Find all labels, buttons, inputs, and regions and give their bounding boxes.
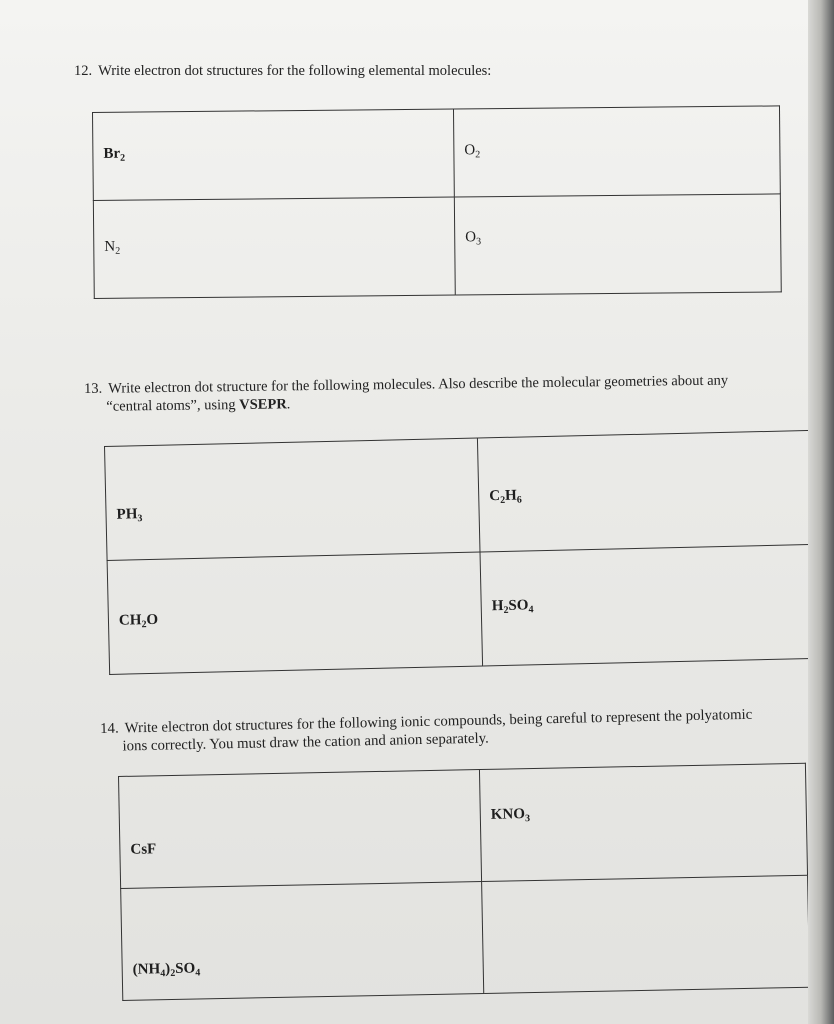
cell-o3[interactable]: [454, 194, 781, 295]
vsepr-term: VSEPR: [239, 396, 287, 413]
formula-n2: $N_2$: [104, 238, 121, 257]
cell-empty[interactable]: [482, 875, 810, 993]
question-13-table: [104, 430, 817, 675]
cell-br2[interactable]: [93, 109, 455, 200]
question-13-text-line1: Write electron dot structure for the following molecules. Also describe the molecular geometries about any: [108, 372, 729, 397]
question-12-text: Write electron dot structures for the following elemental molecules:: [98, 63, 492, 79]
question-14-prompt: [100, 705, 801, 756]
question-12-table: [92, 105, 782, 299]
formula-c2h6: $C_2H_6$: [489, 487, 522, 506]
cell-csf[interactable]: [119, 770, 482, 889]
cell-ch2o[interactable]: [107, 552, 482, 674]
cell-c2h6[interactable]: [477, 430, 814, 552]
formula-csf: CsF: [130, 841, 157, 858]
cell-h2so4[interactable]: [480, 544, 817, 666]
formula-o2: $O_2$: [464, 141, 481, 160]
formula-kno3: $KNO_3$: [490, 805, 531, 824]
question-14-text-line1: Write electron dot structures for the following ionic compounds, being careful to represent the polyatomic: [124, 706, 753, 737]
cell-n2[interactable]: [93, 197, 455, 298]
formula-br2: $Br_2$: [103, 145, 126, 164]
cell-kno3[interactable]: [479, 763, 807, 881]
question-13-prompt: 13. Write electron dot structure for the following molecules. Also describe the molecular geometries about any “central atoms”, using VSEPR.: [84, 372, 729, 415]
question-13-text-line2: “central atoms”, using: [106, 396, 240, 415]
formula-ch2o: $CH_2O$: [118, 611, 159, 630]
question-14-number: 14.: [100, 720, 119, 737]
cell-nh4-2-so4[interactable]: [121, 882, 484, 1001]
question-14-text-line2: ions correctly. You must draw the cation and anion separately.: [122, 730, 489, 755]
question-13-number: 13.: [84, 380, 103, 397]
cell-ph3[interactable]: [105, 438, 480, 560]
formula-o3: $O_3$: [465, 228, 482, 247]
formula-h2so4: $H_2SO_4$: [491, 596, 534, 616]
question-12-prompt: [74, 62, 491, 80]
formula-ph3: $PH_3$: [116, 505, 143, 524]
question-12-number: 12.: [74, 63, 93, 79]
question-14-table: [118, 763, 810, 1001]
cell-o2[interactable]: [453, 106, 780, 197]
page-edge-shadow: [808, 0, 834, 1024]
formula-nh4-2-so4: $(NH_4)_2SO_4$: [132, 960, 201, 979]
